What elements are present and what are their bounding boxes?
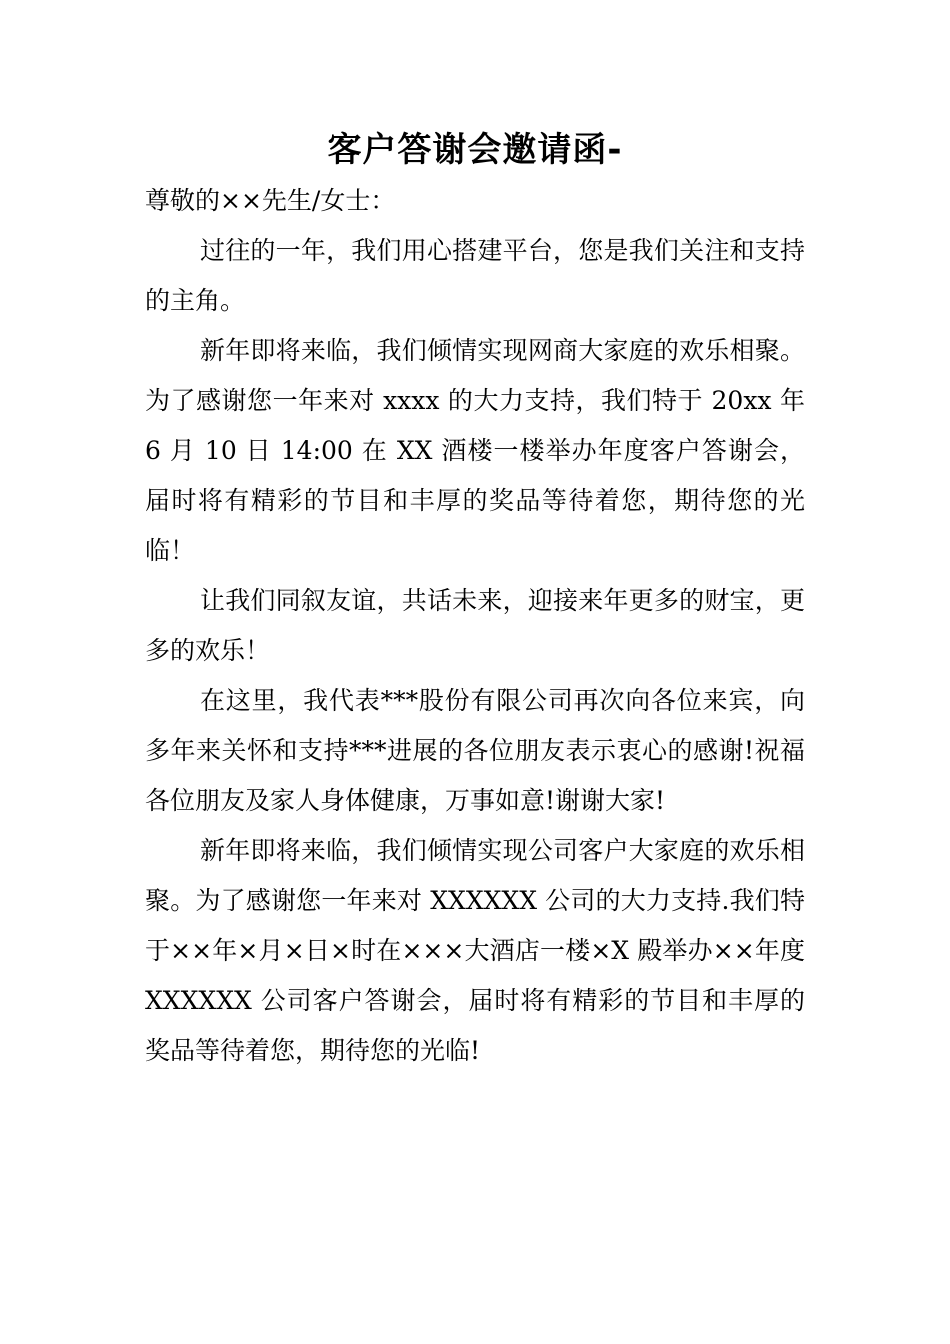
paragraph-4: 在这里，我代表***股份有限公司再次向各位来宾，向多年来关怀和支持***进展的各位朋友表示衷心的感谢!祝福各位朋友及家人身体健康，万事如意!谢谢大家!	[145, 686, 805, 815]
paragraph-2: 新年即将来临，我们倾情实现网商大家庭的欢乐相聚。为了感谢您一年来对 xxxx 的大力支持，我们特于 20xx 年 6 月 10 日 14:00 在 XX 酒楼一楼举办年度客户答谢会，届时将有精彩的节目和丰厚的奖品等待着您，期待您的光临！	[145, 336, 805, 565]
paragraph-1: 过往的一年，我们用心搭建平台，您是我们关注和支持的主角。	[145, 236, 805, 315]
document-body	[145, 176, 805, 1076]
document-title: 客户答谢会邀请函-	[327, 130, 623, 170]
paragraph-5: 新年即将来临，我们倾情实现公司客户大家庭的欢乐相聚。为了感谢您一年来对 XXXXXX 公司的大力支持.我们特于××年×月×日×时在×××大酒店一楼×X 殿举办××年度 XXXXXX 公司客户答谢会，届时将有精彩的节目和丰厚的奖品等待着您，期待您的光临!	[145, 836, 805, 1065]
salutation: 尊敬的××先生/女士：	[145, 186, 396, 215]
paragraph-3: 让我们同叙友谊，共话未来，迎接来年更多的财宝，更多的欢乐！	[145, 586, 805, 665]
